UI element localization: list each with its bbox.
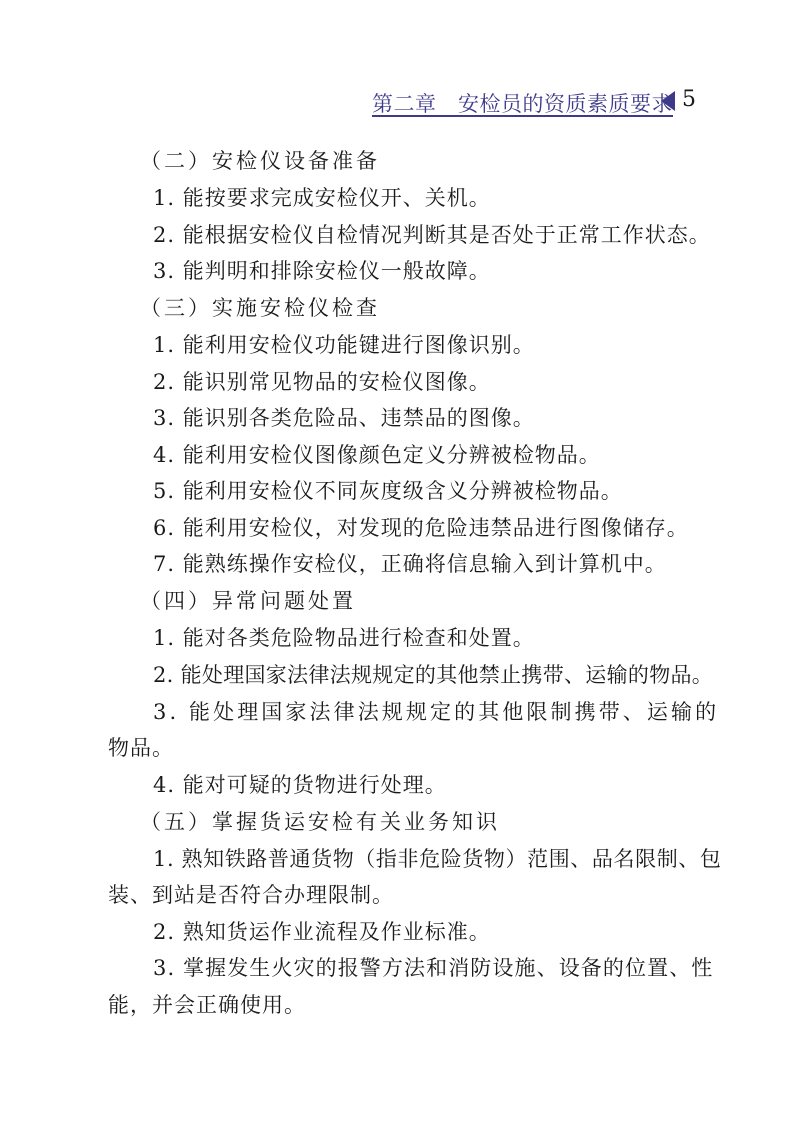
list-item: 3. 能处理国家法律法规规定的其他限制携带、运输的 bbox=[153, 700, 720, 724]
list-item: 2. 能根据安检仪自检情况判断其是否处于正常工作状态。 bbox=[153, 223, 711, 247]
section-heading: （三）实施安检仪检查 bbox=[140, 296, 380, 320]
list-item-continuation: 物品。 bbox=[108, 736, 174, 760]
list-item: 2. 能识别常见物品的安检仪图像。 bbox=[153, 370, 491, 394]
list-item: 3. 掌握发生火灾的报警方法和消防设施、设备的位置、性 bbox=[153, 956, 714, 980]
list-item: 1. 熟知铁路普通货物（指非危险货物）范围、品名限制、包 bbox=[153, 847, 722, 871]
section-heading: （四）异常问题处置 bbox=[140, 589, 356, 613]
list-item: 7. 能熟练操作安检仪，正确将信息输入到计算机中。 bbox=[153, 552, 667, 576]
section-heading: （五）掌握货运安检有关业务知识 bbox=[140, 810, 500, 834]
list-item: 2. 能处理国家法律法规规定的其他禁止携带、运输的物品。 bbox=[153, 663, 714, 687]
list-item: 6. 能利用安检仪，对发现的危险违禁品进行图像储存。 bbox=[153, 516, 689, 540]
list-item-continuation: 能，并会正确使用。 bbox=[108, 993, 306, 1017]
list-item: 5. 能利用安检仪不同灰度级含义分辨被检物品。 bbox=[153, 479, 623, 503]
page-number: 5 bbox=[682, 87, 696, 112]
chapter-title: 第二章 安检员的资质素质要求 bbox=[372, 92, 673, 116]
list-item: 3. 能判明和排除安检仪一般故障。 bbox=[153, 259, 491, 283]
section-heading: （二）安检仪设备准备 bbox=[140, 149, 380, 173]
list-item: 4. 能对可疑的货物进行处理。 bbox=[153, 773, 447, 797]
list-item: 3. 能识别各类危险品、违禁品的图像。 bbox=[153, 406, 535, 430]
list-item: 2. 熟知货运作业流程及作业标准。 bbox=[153, 920, 491, 944]
list-item: 4. 能利用安检仪图像颜色定义分辨被检物品。 bbox=[153, 443, 601, 467]
list-item: 1. 能利用安检仪功能键进行图像识别。 bbox=[153, 333, 535, 357]
list-item: 1. 能对各类危险物品进行检查和处置。 bbox=[153, 626, 535, 650]
list-item-continuation: 装、到站是否符合办理限制。 bbox=[108, 883, 394, 907]
list-item: 1. 能按要求完成安检仪开、关机。 bbox=[153, 186, 491, 210]
